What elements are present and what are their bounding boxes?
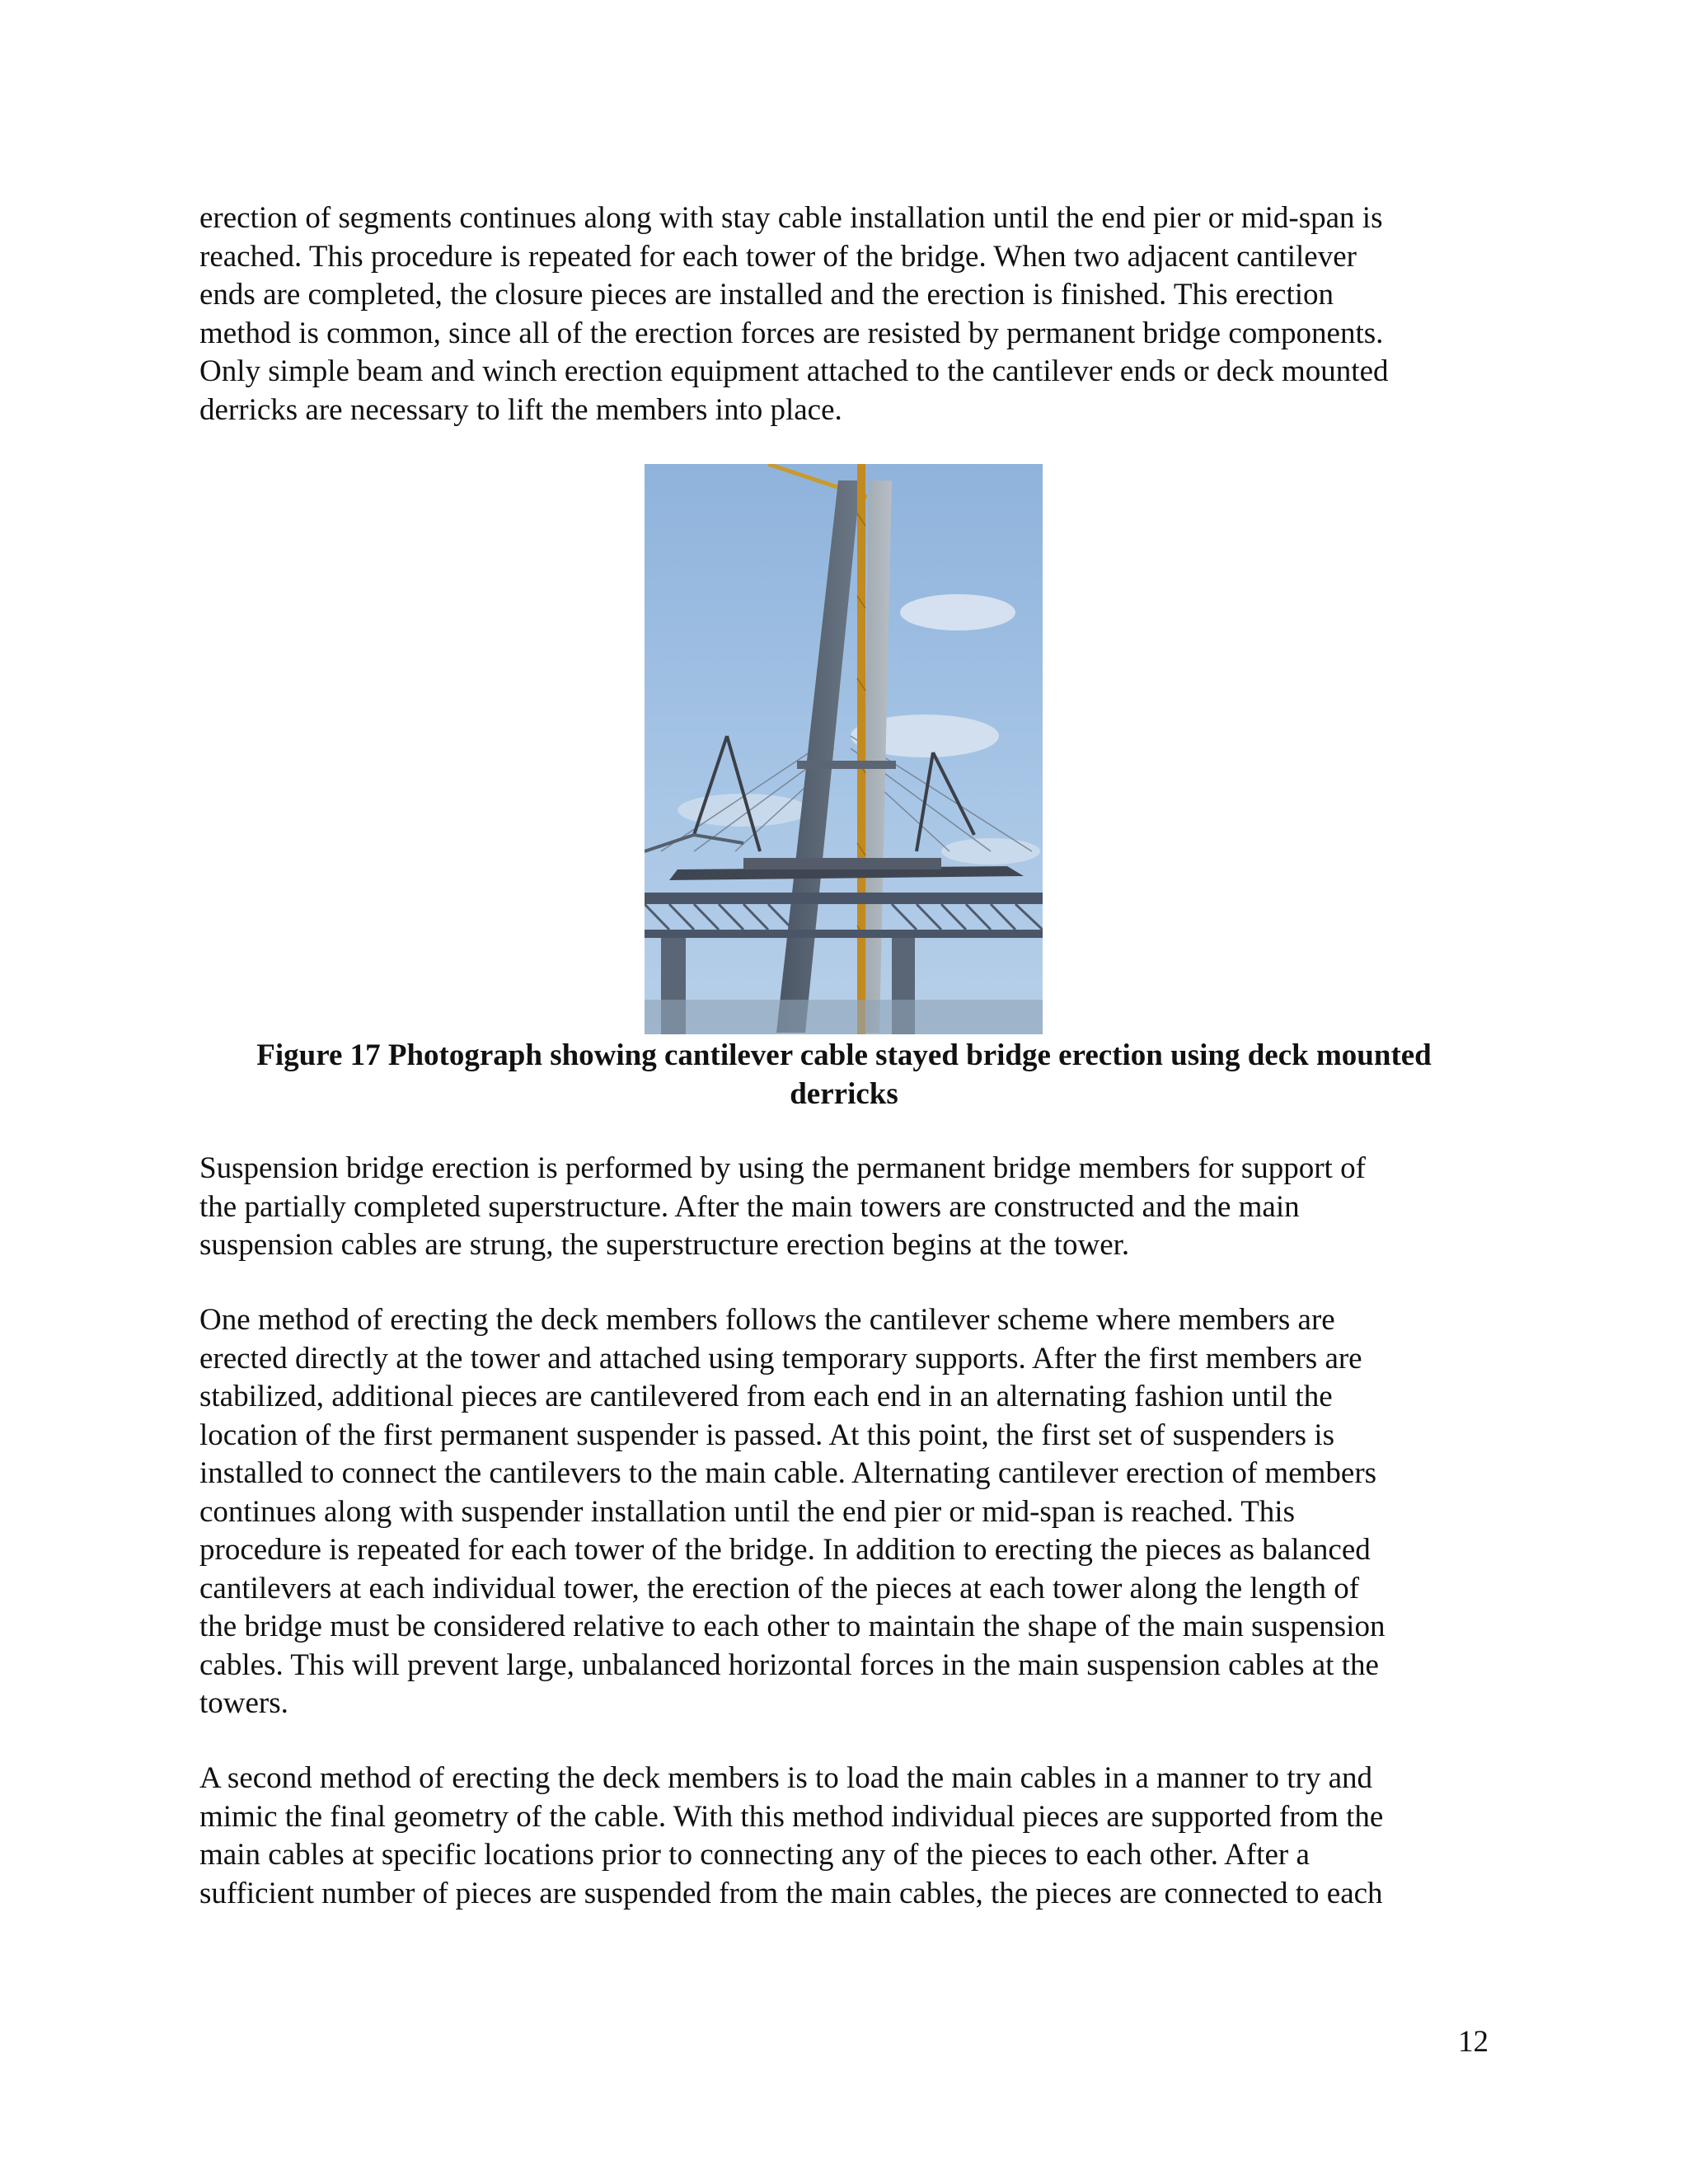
- text-line: towers.: [199, 1686, 288, 1720]
- text-line: cantilevers at each individual tower, the erection of the pieces at each tower along the length of: [199, 1571, 1360, 1605]
- text-line: method is common, since all of the erection forces are resisted by permanent bridge components.: [199, 316, 1384, 350]
- caption-line: derricks: [790, 1076, 898, 1111]
- text-line: procedure is repeated for each tower of the bridge. In addition to erecting the pieces as balanced: [199, 1533, 1371, 1567]
- bridge-erection-photo: [645, 464, 1043, 1034]
- text-line: Only simple beam and winch erection equipment attached to the cantilever ends or deck mounted: [199, 354, 1389, 388]
- text-line: main cables at specific locations prior to connecting any of the pieces to each other. After a: [199, 1838, 1310, 1872]
- text-line: suspension cables are strung, the superstructure erection begins at the tower.: [199, 1228, 1130, 1262]
- text-line: erected directly at the tower and attached using temporary supports. After the first members are: [199, 1341, 1362, 1376]
- caption-line: Figure 17 Photograph showing cantilever cable stayed bridge erection using deck mounted: [256, 1038, 1432, 1072]
- text-line: cables. This will prevent large, unbalanced horizontal forces in the main suspension cables at the: [199, 1647, 1379, 1682]
- figure-caption: [165, 1037, 1523, 1113]
- text-line: stabilized, additional pieces are cantilevered from each end in an alternating fashion until the: [199, 1380, 1333, 1413]
- paragraph-suspension-erection: [199, 1150, 1518, 1265]
- text-line: location of the first permanent suspender is passed. At this point, the first set of suspenders is: [199, 1418, 1334, 1452]
- text-line: One method of erecting the deck members follows the cantilever scheme where members are: [199, 1303, 1335, 1337]
- text-line: erection of segments continues along with stay cable installation until the end pier or mid-span is: [199, 201, 1383, 235]
- paragraph-cantilever-method: [199, 1301, 1518, 1723]
- text-line: the partially completed superstructure. After the main towers are constructed and the main: [199, 1189, 1300, 1224]
- text-line: reached. This procedure is repeated for each tower of the bridge. When two adjacent cantilever: [199, 239, 1357, 274]
- text-line: A second method of erecting the deck members is to load the main cables in a manner to try and: [199, 1761, 1373, 1795]
- text-line: the bridge must be considered relative to each other to maintain the shape of the main suspension: [199, 1610, 1386, 1643]
- text-line: continues along with suspender installation until the end pier or mid-span is reached. This: [199, 1494, 1295, 1529]
- paragraph-stay-cable-erection: [199, 199, 1518, 429]
- text-line: ends are completed, the closure pieces are installed and the erection is finished. This erection: [199, 278, 1334, 312]
- paragraph-second-method: [199, 1760, 1518, 1913]
- text-line: mimic the final geometry of the cable. With this method individual pieces are supported from the: [199, 1799, 1384, 1834]
- text-line: Suspension bridge erection is performed by using the permanent bridge members for support of: [199, 1151, 1366, 1185]
- page-number: 12: [1458, 2025, 1489, 2059]
- text-line: sufficient number of pieces are suspended from the main cables, the pieces are connected to each: [199, 1876, 1383, 1910]
- text-line: installed to connect the cantilevers to the main cable. Alternating cantilever erection of members: [199, 1456, 1377, 1490]
- text-line: derricks are necessary to lift the members into place.: [199, 392, 842, 427]
